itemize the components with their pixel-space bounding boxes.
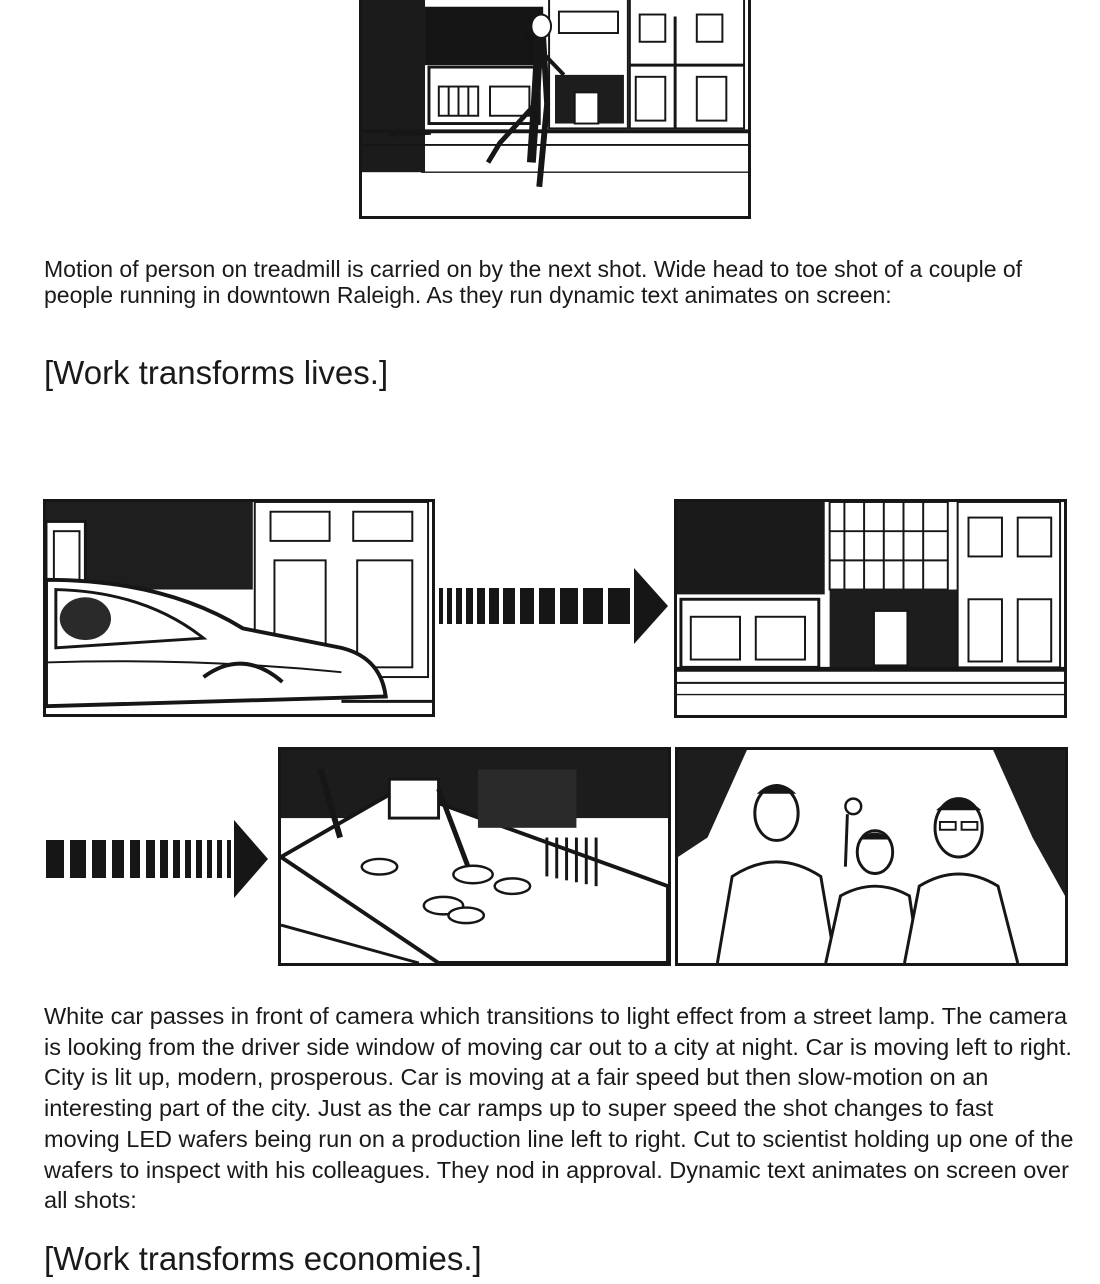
car-sketch — [46, 502, 432, 714]
transition-arrow-right — [436, 566, 670, 646]
storyboard-panel-scientists — [675, 747, 1068, 966]
storyboard-panel-city-night — [674, 499, 1067, 718]
storyboard-panel-white-car — [43, 499, 435, 717]
wafers-sketch — [281, 750, 668, 963]
runner-sketch — [362, 0, 748, 216]
city-night-sketch — [677, 502, 1064, 715]
section-1-on-screen-text: [Work transforms lives.] — [44, 354, 389, 391]
storyboard-panel-led-wafers — [278, 747, 671, 966]
transition-arrow-right-2 — [44, 818, 270, 900]
section-2-on-screen-text: [Work transforms economies.] — [44, 1240, 482, 1277]
section-2-description: White car passes in front of camera which transitions to light effect from a street lamp. The camera is looking from the driver side window of moving car out to a city at night. Car is moving left to right. City is lit up, modern, prosperous. Car is moving at a fair speed but then slow-motion on an interesting part of the city. Just as the car ramps up to super speed the shot changes to fast moving LED wafers being run on a production line left to right. Cut to scientist holding up one of the wafers to inspect with his colleagues. They nod in approval. Dynamic text animates on screen over all shots: — [44, 1003, 1074, 1214]
arrow-right-icon — [436, 566, 670, 646]
section-1-description: Motion of person on treadmill is carried on by the next shot. Wide head to toe shot of a couple of people running in downtown Raleigh. As they run dynamic text animates on screen: — [44, 256, 1023, 308]
scientists-sketch — [678, 750, 1065, 963]
storyboard-panel-runner-downtown — [359, 0, 751, 219]
arrow-right-icon — [44, 818, 270, 900]
